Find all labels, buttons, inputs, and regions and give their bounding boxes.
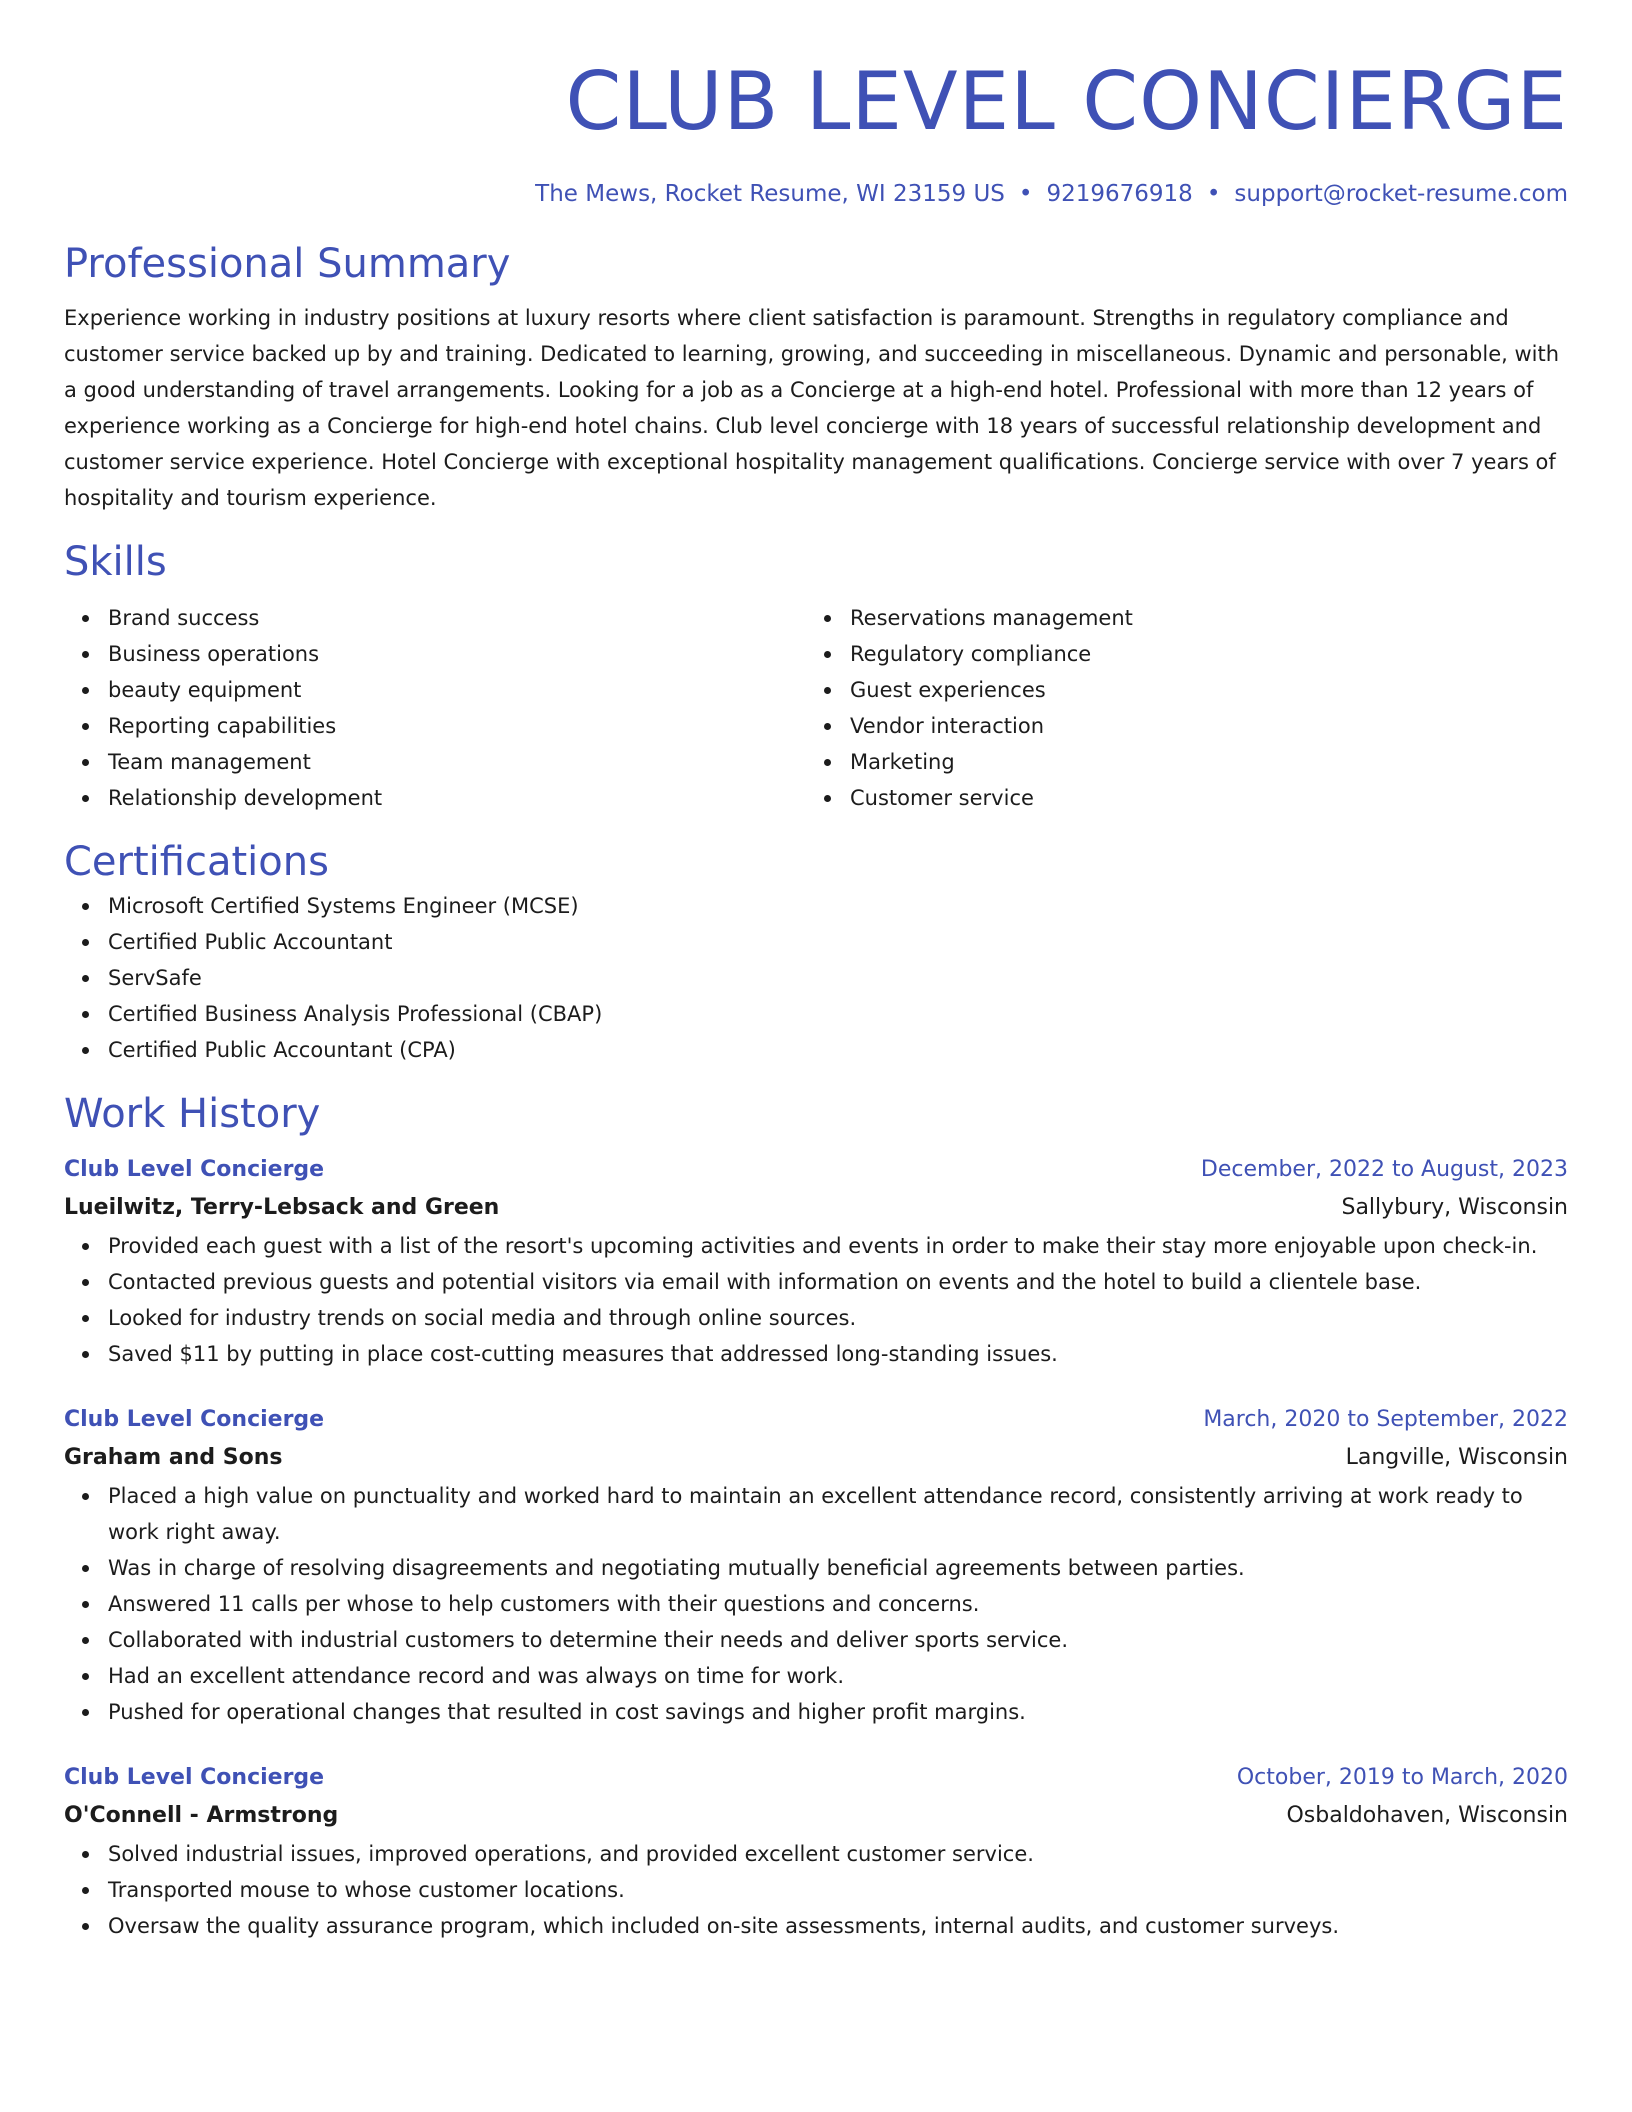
certifications-list bbox=[64, 888, 1568, 1068]
job-bullets bbox=[64, 1228, 1568, 1372]
job-location: Osbaldohaven, Wisconsin bbox=[1286, 1803, 1568, 1828]
skill-item: Business operations bbox=[108, 636, 806, 672]
contact-line bbox=[64, 178, 1568, 210]
job-bullet: Contacted previous guests and potential visitors via email with information on events and the hotel to build a clientele base. bbox=[108, 1264, 1568, 1300]
job-bullet: Was in charge of resolving disagreements and negotiating mutually beneficial agreements between parties. bbox=[108, 1550, 1568, 1586]
job-bullets bbox=[64, 1836, 1568, 1944]
candidate-name: CLUB LEVEL CONCIERGE bbox=[565, 55, 1568, 148]
contact-email: support@rocket-resume.com bbox=[1234, 181, 1568, 207]
contact-separator: • bbox=[1206, 181, 1221, 207]
job-bullet: Collaborated with industrial customers to determine their needs and deliver sports service. bbox=[108, 1622, 1568, 1658]
skill-item: Team management bbox=[108, 744, 806, 780]
skill-item: Guest experiences bbox=[850, 672, 1548, 708]
certification-item: Microsoft Certified Systems Engineer (MCSE) bbox=[108, 888, 1568, 924]
job-dates: December, 2022 to August, 2023 bbox=[1200, 1157, 1568, 1182]
skills-grid bbox=[64, 600, 1568, 816]
skill-item: Brand success bbox=[108, 600, 806, 636]
job-company-row bbox=[64, 1188, 1568, 1228]
skill-item: Relationship development bbox=[108, 780, 806, 816]
job-company: O'Connell - Armstrong bbox=[64, 1803, 339, 1828]
skills-column-right bbox=[806, 600, 1548, 816]
summary-text: Experience working in industry positions at luxury resorts where client satisfaction is paramount. Strengths in regulatory compliance and customer service backed up by and training. Dedicated to learning, growing, and succeeding in miscellaneous. Dynamic and personable, with a good understanding of travel arrangements. Looking for a job as a Concierge at a high-end hotel. Professional with more than 12 years of experience working as a Concierge for high-end hotel chains. Club level concierge with 18 years of successful relationship development and customer service experience. Hotel Concierge with exceptional hospitality management qualifications. Concierge service with over 7 years of hospitality and tourism experience. bbox=[64, 306, 1560, 510]
contact-phone: 9219676918 bbox=[1046, 181, 1193, 207]
job-bullet: Placed a high value on punctuality and worked hard to maintain an excellent attendance record, consistently arriving at work ready to work right away. bbox=[108, 1478, 1568, 1550]
job-bullet: Looked for industry trends on social media and through online sources. bbox=[108, 1300, 1568, 1336]
certification-item: Certified Business Analysis Professional (CBAP) bbox=[108, 996, 1568, 1032]
work-history-heading: Work History bbox=[64, 1091, 321, 1137]
job-title: Club Level Concierge bbox=[64, 1407, 325, 1432]
job-location: Langville, Wisconsin bbox=[1345, 1445, 1568, 1470]
job-title: Club Level Concierge bbox=[64, 1157, 325, 1182]
certification-item: ServSafe bbox=[108, 960, 1568, 996]
job-entry bbox=[64, 1402, 1568, 1730]
contact-separator: • bbox=[1018, 181, 1033, 207]
job-company-row bbox=[64, 1438, 1568, 1478]
job-company: Lueilwitz, Terry-Lebsack and Green bbox=[64, 1195, 500, 1220]
job-title: Club Level Concierge bbox=[64, 1765, 325, 1790]
resume-page bbox=[64, 0, 1568, 1944]
job-bullet: Pushed for operational changes that resulted in cost savings and higher profit margins. bbox=[108, 1694, 1568, 1730]
job-dates: March, 2020 to September, 2022 bbox=[1203, 1407, 1568, 1432]
job-bullet: Had an excellent attendance record and was always on time for work. bbox=[108, 1658, 1568, 1694]
job-title-row bbox=[64, 1402, 1568, 1438]
skill-item: Customer service bbox=[850, 780, 1548, 816]
skill-item: Vendor interaction bbox=[850, 708, 1548, 744]
job-title-row bbox=[64, 1760, 1568, 1796]
job-bullet: Answered 11 calls per whose to help customers with their questions and concerns. bbox=[108, 1586, 1568, 1622]
job-company-row bbox=[64, 1796, 1568, 1836]
job-bullet: Oversaw the quality assurance program, which included on-site assessments, internal audits, and customer surveys. bbox=[108, 1908, 1568, 1944]
job-bullet: Provided each guest with a list of the resort's upcoming activities and events in order to make their stay more enjoyable upon check-in. bbox=[108, 1228, 1568, 1264]
certification-item: Certified Public Accountant bbox=[108, 924, 1568, 960]
job-bullets bbox=[64, 1478, 1568, 1730]
summary-heading: Professional Summary bbox=[64, 241, 511, 287]
skill-item: Reporting capabilities bbox=[108, 708, 806, 744]
job-entry bbox=[64, 1760, 1568, 1944]
skill-item: Marketing bbox=[850, 744, 1548, 780]
skills-heading: Skills bbox=[64, 539, 167, 585]
job-bullet: Transported mouse to whose customer locations. bbox=[108, 1872, 1568, 1908]
skills-list-left bbox=[64, 600, 806, 816]
skills-column-left bbox=[64, 600, 806, 816]
job-dates: October, 2019 to March, 2020 bbox=[1236, 1765, 1568, 1790]
job-company: Graham and Sons bbox=[64, 1445, 283, 1470]
job-location: Sallybury, Wisconsin bbox=[1341, 1195, 1568, 1220]
skill-item: beauty equipment bbox=[108, 672, 806, 708]
skills-list-right bbox=[806, 600, 1548, 816]
contact-address: The Mews, Rocket Resume, WI 23159 US bbox=[535, 181, 1005, 207]
job-entry bbox=[64, 1152, 1568, 1372]
job-title-row bbox=[64, 1152, 1568, 1188]
certifications-heading: Certifications bbox=[64, 839, 329, 885]
certification-item: Certified Public Accountant (CPA) bbox=[108, 1032, 1568, 1068]
job-bullet: Saved $11 by putting in place cost-cutting measures that addressed long-standing issues. bbox=[108, 1336, 1568, 1372]
job-bullet: Solved industrial issues, improved operations, and provided excellent customer service. bbox=[108, 1836, 1568, 1872]
skill-item: Reservations management bbox=[850, 600, 1548, 636]
skill-item: Regulatory compliance bbox=[850, 636, 1548, 672]
